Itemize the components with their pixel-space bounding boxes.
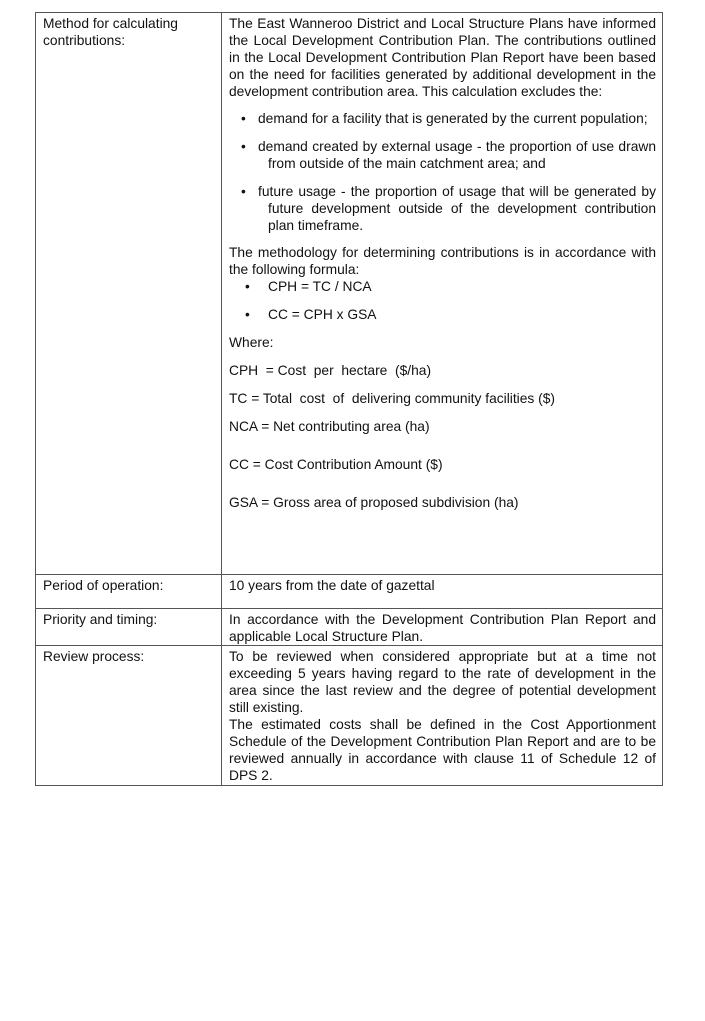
- table-row: [36, 13, 663, 575]
- list-item: [229, 183, 656, 234]
- exclusion-list: [229, 110, 656, 234]
- row-label: Period of operation:: [36, 575, 222, 609]
- formula-list: [229, 278, 656, 323]
- bullet-icon: •: [241, 184, 246, 199]
- list-item: [229, 110, 656, 127]
- bullet-icon: •: [245, 307, 250, 322]
- intro-paragraph: The East Wanneroo District and Local Structure Plans have informed the Local Development Contribution Plan. The contributions outlined in the Local Development Contribution Plan Report have been based on the need for facilities generated by additional development in the development contribution area. This calculation excludes the:: [229, 16, 656, 99]
- definition-nca: NCA = Net contributing area (ha): [229, 419, 430, 434]
- formula-text: CC = CPH x GSA: [268, 307, 377, 322]
- where-label: Where:: [229, 335, 274, 350]
- row-content: 10 years from the date of gazettal: [222, 575, 663, 609]
- row-content: In accordance with the Development Contribution Plan Report and applicable Local Structure Plan.: [222, 609, 663, 646]
- table-row: [36, 646, 663, 786]
- list-item: [229, 138, 656, 172]
- row-label: Method for calculating contributions:: [36, 13, 222, 575]
- list-item-text: demand created by external usage - the proportion of use drawn from outside of the main catchment area; and: [258, 139, 656, 171]
- row-content: [222, 646, 663, 786]
- formula-text: CPH = TC / NCA: [268, 279, 372, 294]
- definition-cc: CC = Cost Contribution Amount ($): [229, 457, 443, 472]
- bullet-icon: •: [241, 111, 246, 126]
- row-content: [222, 13, 663, 575]
- methodology-paragraph: The methodology for determining contributions is in accordance with the following formula:: [229, 245, 656, 277]
- bullet-icon: •: [245, 279, 250, 294]
- list-item-text: demand for a facility that is generated by the current population;: [258, 111, 648, 126]
- list-item-text: future usage - the proportion of usage that will be generated by future development outside of the development contribution plan timeframe.: [258, 184, 656, 233]
- row-label: Review process:: [36, 646, 222, 786]
- definition-gsa: GSA = Gross area of proposed subdivision (ha): [229, 495, 519, 510]
- list-item: [229, 278, 656, 295]
- table-row: [36, 609, 663, 646]
- review-paragraph: The estimated costs shall be defined in the Cost Apportionment Schedule of the Development Contribution Plan Report and are to be reviewed annually in accordance with clause 11 of Schedule 12 of DPS 2.: [229, 717, 656, 783]
- row-label: Priority and timing:: [36, 609, 222, 646]
- definition-cph: CPH = Cost per hectare ($/ha): [229, 363, 432, 378]
- list-item: [229, 306, 656, 323]
- bullet-icon: •: [241, 139, 246, 154]
- review-paragraph: To be reviewed when considered appropriate but at a time not exceeding 5 years having regard to the rate of development in the area since the last review and the degree of potential development still existing.: [229, 649, 656, 715]
- table-row: [36, 575, 663, 609]
- contribution-plan-table: [35, 12, 663, 786]
- definition-tc: TC = Total cost of delivering community facilities ($): [229, 391, 556, 406]
